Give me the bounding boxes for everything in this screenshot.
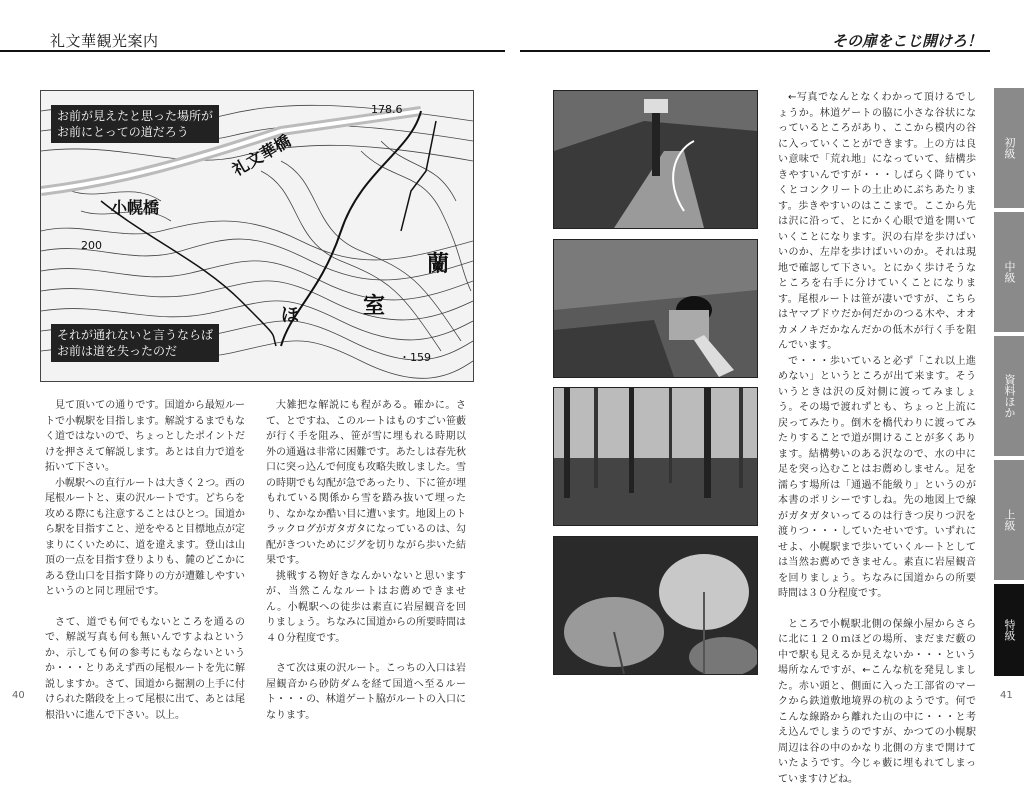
map-label-bridge2: 小幌橋 xyxy=(111,195,159,218)
photo-butterbur-leaves xyxy=(553,536,758,675)
map-label-place1: 室 xyxy=(363,289,385,320)
header-rule-left xyxy=(0,50,505,52)
photo-concrete-pipe-art xyxy=(554,240,757,377)
tab-advanced[interactable]: 上級 xyxy=(994,460,1024,580)
left-col2-para: 挑戦する物好きなんかいないと思いますが、当然こんなルートはお薦めできません。小幌駅への徒歩は素直に岩屋観音を回りましょう。ちなみに国道からの所要時間は４０分程度です。 xyxy=(266,569,466,647)
map-label-hiragana: ほ xyxy=(281,301,299,327)
tab-intermediate[interactable]: 中級 xyxy=(994,212,1024,332)
header-right-title: その扉をこじ開けろ！ xyxy=(832,30,982,51)
topographic-map xyxy=(40,90,474,382)
map-caption-top xyxy=(51,105,219,143)
map-caption-bottom-line2: お前は道を失ったのだ xyxy=(57,343,213,359)
map-label-contour: 200 xyxy=(81,239,102,252)
left-col1-para: 小幌駅への直行ルートは大きく２つ。西の尾根ルートと、東の沢ルートです。どちらを攻める際にも注意することはひとつ。国道から駅を目指すこと、逆をやると目標地点が定まりにくいために、道を違えます。登山は山頂の一点を目指す登りよりも、麓のどこかにある登山口を目指す降りの方が遭難しやすいというのと同じ理屈です。 xyxy=(45,476,245,600)
left-col1-para: 見て頂いての通りです。国道から最短ルートで小幌駅を目指します。解説するまでもなく道ではないので、ちょっとしたポイントだけを押さえて解説します。あとは自力で道を拓いて下さい。 xyxy=(45,398,245,476)
map-label-elev2: ・159 xyxy=(399,349,431,365)
photo-bare-forest xyxy=(553,387,758,526)
tab-expert[interactable]: 特級 xyxy=(994,584,1024,676)
map-caption-top-line1: お前が見えたと思った場所が xyxy=(57,108,213,124)
map-label-elev1: 178.6 xyxy=(371,103,403,116)
map-caption-bottom-line1: それが通れないと言うならば xyxy=(57,327,213,343)
left-col1-para: さて、道でも何でもないところを通るので、解説写真も何も無いんですよねというか、示しても何の参考にもならないというか・・・とりあえず西の尾根ルートを先に解説しますか。さて、国道から掘割の上手に付けられた階段を上って尾根に出て、あとは尾根沿いに進んで下さい。以上。 xyxy=(45,615,245,724)
header-rule-right xyxy=(520,50,990,52)
left-col2-para: さて次は東の沢ルート。こっちの入口は岩屋観音から砂防ダムを経て国道へ至るルート・・・の、林道ゲート脇がルートの入口になります。 xyxy=(266,661,466,723)
photo-bare-forest-art xyxy=(554,388,757,525)
map-label-place2: 蘭 xyxy=(427,247,449,278)
photo-concrete-pipe xyxy=(553,239,758,378)
photo-gate-trail xyxy=(553,90,758,229)
page-number-right: 41 xyxy=(1000,690,1013,701)
photo-gate-trail-art xyxy=(554,91,757,228)
left-col2-para: 大雑把な解説にも程がある。確かに。さて、とですね、このルートはものすごい笹藪が行く手を阻み、笹が雪に埋もれる時期以外の通過は非常に困難です。あたしは春先秋口に突っ込んで何度も攻略失敗しました。雪の時期でも勾配が急であったり、下に笹が埋もれている関係から雪を踏み抜いて埋ったり、なかなか酷い目に遭います。地図上のトラックログがガタガタになっているのは、勾配がきついためにジグを切りながら歩いた結果です。 xyxy=(266,398,466,569)
page-number-left: 40 xyxy=(12,690,25,701)
right-col-para: で・・・歩いていると必ず「これ以上進めない」というところが出て来ます。そういうときは沢の反対側に渡ってみましょう。その場で渡れずとも、ちょっと上流に戻ってみたり。倒木を橋代わりに渡ってみたりすることで道が開けることが多くあります。結構勢いのある沢なので、水の中に足を突っ込むことはお薦めしません。足を濡らす場所は「通過不能級り」というのが本書のポリシーですしね。先の地図上で線がガタガタいってるのは行きつ戻りつ沢を渡りつ・・・していたせいです。いずれにせよ、小幌駅まで歩いていくルートとしては当然お薦めできません。素直に岩屋観音を回りましょう。ちなみに国道からの所要時間は３０分程度です。 xyxy=(778,354,976,602)
map-caption-bottom xyxy=(51,324,219,362)
map-caption-top-line2: お前にとっての道だろう xyxy=(57,124,213,140)
left-column-2 xyxy=(266,398,466,723)
right-col-para: ←写真でなんとなくわかって頂けるでしょうか。林道ゲートの脇に小さな谷状になっているところがあり、ここから模内の谷に入っていくことができます。上の方は良い意味で「荒れ地」になっていて、結構歩きやすいんですが・・・しばらく降りていくとコンクリートの土止めにぶちあたります。歩きやすいのはここまで。ここから先は沢に沿って、とにかく心眼で道を開いていくことになります。沢の右岸を歩けばいいのか、左岸を歩けばいいのか。それは現地で確認して下さい。とにかく歩けそうなところを右手に分けていくことになります。尾根ルートは笹が凄いですが、こちらはヤマブドウだか何だかのつる木や、オオカメノキだかなんだかの低木が行く手を阻んでいます。 xyxy=(778,90,976,354)
tab-beginner[interactable]: 初級 xyxy=(994,88,1024,208)
map-label-bridge1: 礼文華橋 xyxy=(228,129,295,181)
right-column xyxy=(778,90,976,787)
right-col-para: ところで小幌駅北側の保線小屋からさらに北に１２０ｍほどの場所、まだまだ藪の中で駅も見えるか見えないか・・・という場所なんですが、←こんな杭を発見しました。赤い頭と、側面に入った工部省のマークから鉄道敷地境界の杭のようです。何でこんな線路から離れた山の中に・・・と考え込んでしまうのですが、かつての小幌駅周辺は谷の中のかなり北側の方まで開けていたようです。今じゃ藪に埋もれてしまっていますけどね。 xyxy=(778,617,976,787)
tab-materials[interactable]: 資料ほか xyxy=(994,336,1024,456)
left-column-1 xyxy=(45,398,245,723)
header-left-title: 礼文華観光案内 xyxy=(50,30,159,51)
photo-butterbur-leaves-art xyxy=(554,537,757,674)
